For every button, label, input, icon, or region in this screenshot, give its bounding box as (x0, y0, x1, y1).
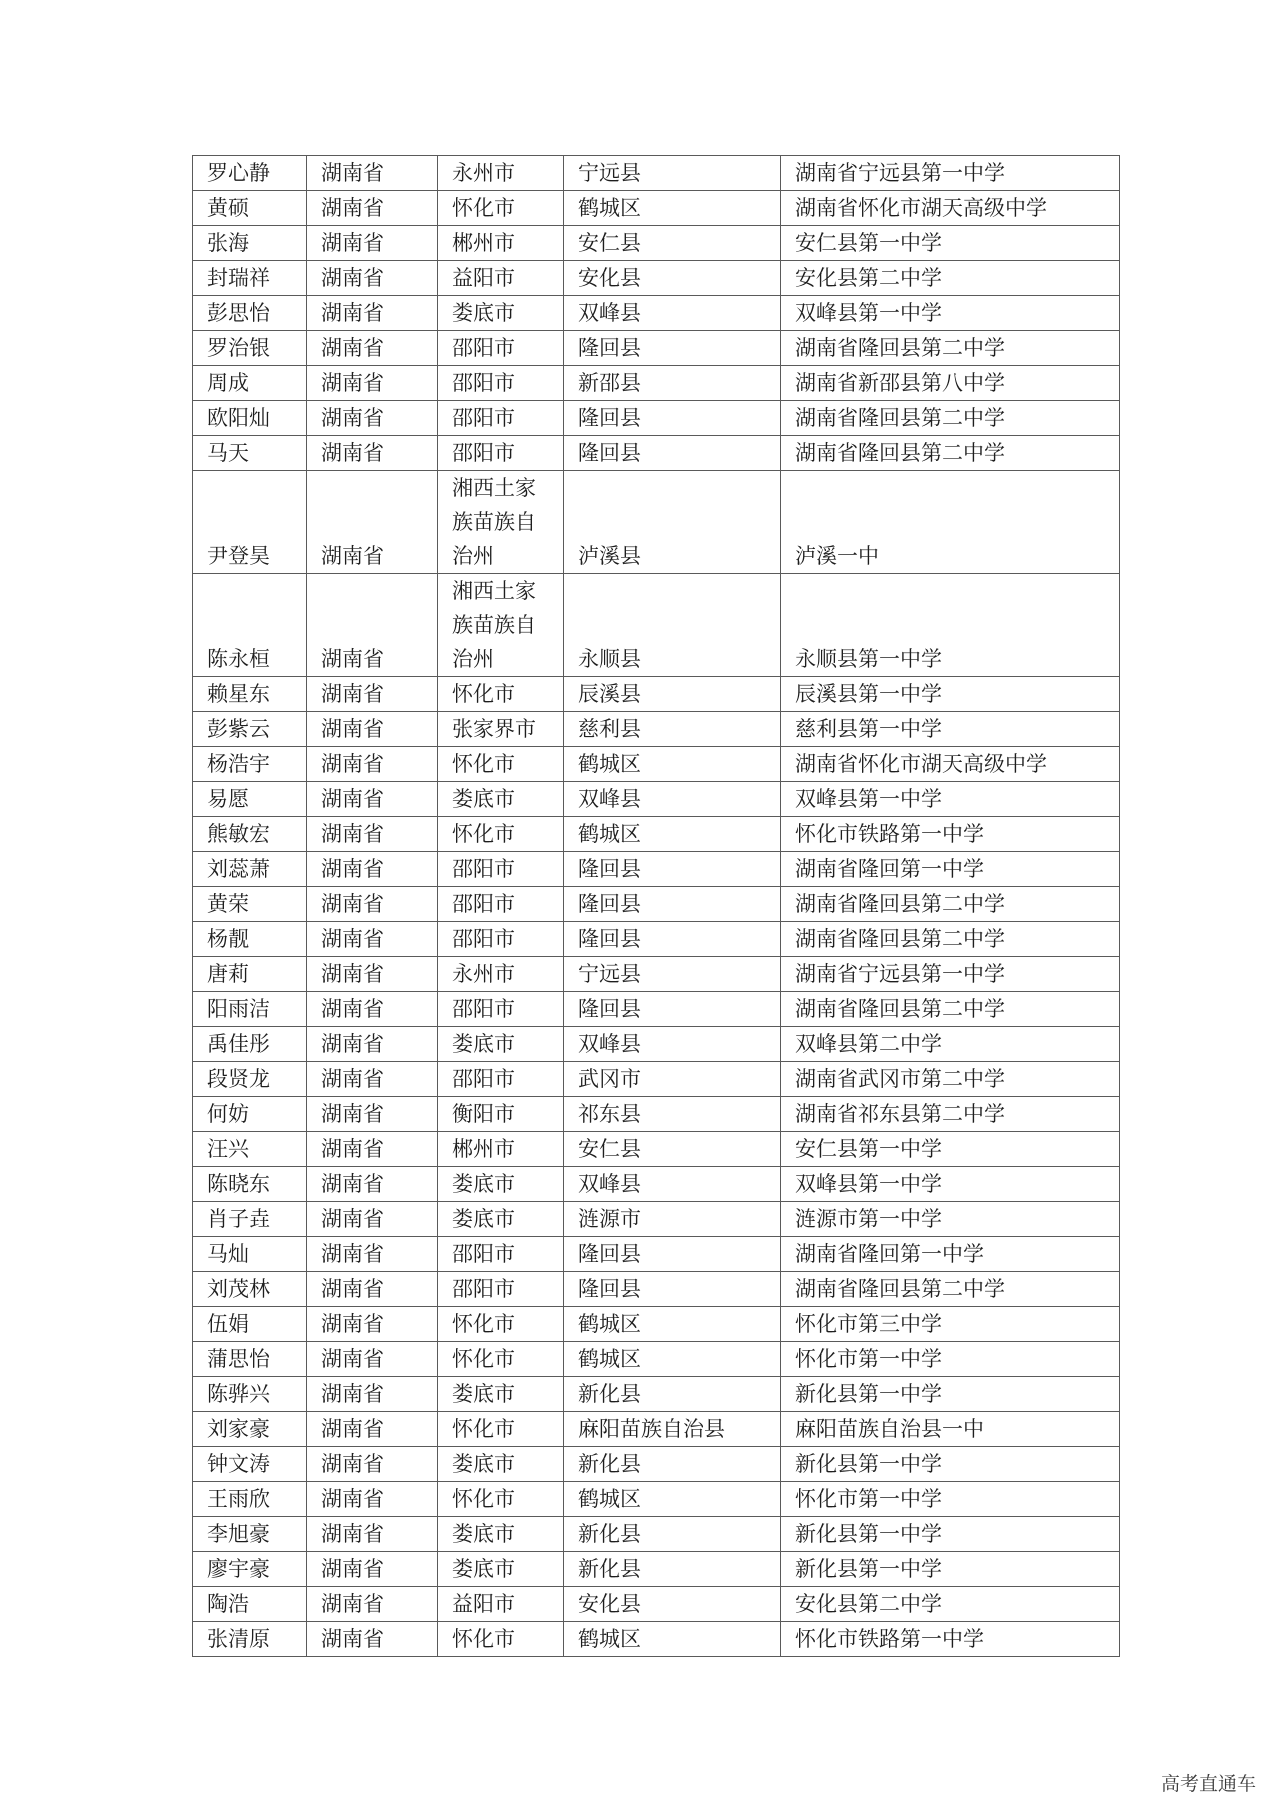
city-cell: 怀化市 (438, 1482, 564, 1517)
city-cell: 邵阳市 (438, 436, 564, 471)
table-row (193, 366, 1120, 401)
student-name-cell: 阳雨洁 (193, 992, 307, 1027)
county-cell: 隆回县 (564, 852, 781, 887)
province-cell: 湖南省 (307, 296, 438, 331)
city-cell: 邵阳市 (438, 331, 564, 366)
city-cell: 郴州市 (438, 226, 564, 261)
table-row (193, 436, 1120, 471)
table-row (193, 471, 1120, 574)
province-cell: 湖南省 (307, 1062, 438, 1097)
city-cell: 郴州市 (438, 1132, 564, 1167)
county-cell: 泸溪县 (564, 471, 781, 574)
student-name-cell: 刘家豪 (193, 1412, 307, 1447)
student-name-cell: 汪兴 (193, 1132, 307, 1167)
county-cell: 安化县 (564, 261, 781, 296)
city-cell: 娄底市 (438, 1552, 564, 1587)
county-cell: 鹤城区 (564, 747, 781, 782)
city-cell: 永州市 (438, 156, 564, 191)
school-cell: 双峰县第一中学 (781, 1167, 1120, 1202)
school-cell: 湖南省怀化市湖天高级中学 (781, 747, 1120, 782)
province-cell: 湖南省 (307, 1587, 438, 1622)
school-cell: 双峰县第二中学 (781, 1027, 1120, 1062)
school-cell: 辰溪县第一中学 (781, 677, 1120, 712)
table-row (193, 1587, 1120, 1622)
table-row (193, 1342, 1120, 1377)
table-row (193, 156, 1120, 191)
table-row (193, 1482, 1120, 1517)
school-cell: 涟源市第一中学 (781, 1202, 1120, 1237)
table-row (193, 712, 1120, 747)
province-cell: 湖南省 (307, 712, 438, 747)
table-row (193, 191, 1120, 226)
county-cell: 隆回县 (564, 992, 781, 1027)
school-cell: 怀化市铁路第一中学 (781, 817, 1120, 852)
student-name-cell: 张海 (193, 226, 307, 261)
province-cell: 湖南省 (307, 226, 438, 261)
city-cell: 怀化市 (438, 747, 564, 782)
province-cell: 湖南省 (307, 471, 438, 574)
school-cell: 湖南省祁东县第二中学 (781, 1097, 1120, 1132)
table-row (193, 852, 1120, 887)
province-cell: 湖南省 (307, 887, 438, 922)
county-cell: 武冈市 (564, 1062, 781, 1097)
county-cell: 双峰县 (564, 1027, 781, 1062)
city-cell: 邵阳市 (438, 1237, 564, 1272)
city-cell: 邵阳市 (438, 1062, 564, 1097)
student-name-cell: 王雨欣 (193, 1482, 307, 1517)
county-cell: 安仁县 (564, 1132, 781, 1167)
student-name-cell: 熊敏宏 (193, 817, 307, 852)
city-cell: 怀化市 (438, 677, 564, 712)
county-cell: 鹤城区 (564, 817, 781, 852)
county-cell: 新化县 (564, 1377, 781, 1412)
county-cell: 安仁县 (564, 226, 781, 261)
county-cell: 永顺县 (564, 574, 781, 677)
province-cell: 湖南省 (307, 366, 438, 401)
school-cell: 湖南省武冈市第二中学 (781, 1062, 1120, 1097)
school-cell: 湖南省宁远县第一中学 (781, 957, 1120, 992)
student-name-cell: 马灿 (193, 1237, 307, 1272)
school-cell: 安仁县第一中学 (781, 226, 1120, 261)
school-cell: 湖南省怀化市湖天高级中学 (781, 191, 1120, 226)
school-cell: 安化县第二中学 (781, 261, 1120, 296)
table-row (193, 1062, 1120, 1097)
province-cell: 湖南省 (307, 1377, 438, 1412)
province-cell: 湖南省 (307, 1447, 438, 1482)
city-cell: 益阳市 (438, 1587, 564, 1622)
student-name-cell: 段贤龙 (193, 1062, 307, 1097)
table-row (193, 1132, 1120, 1167)
school-cell: 新化县第一中学 (781, 1377, 1120, 1412)
student-name-cell: 罗心静 (193, 156, 307, 191)
table-row (193, 1412, 1120, 1447)
province-cell: 湖南省 (307, 1412, 438, 1447)
city-cell: 邵阳市 (438, 992, 564, 1027)
county-cell: 涟源市 (564, 1202, 781, 1237)
school-cell: 安仁县第一中学 (781, 1132, 1120, 1167)
school-cell: 湖南省隆回县第二中学 (781, 992, 1120, 1027)
student-name-cell: 黄荣 (193, 887, 307, 922)
school-cell: 麻阳苗族自治县一中 (781, 1412, 1120, 1447)
county-cell: 隆回县 (564, 331, 781, 366)
school-cell: 新化县第一中学 (781, 1447, 1120, 1482)
county-cell: 宁远县 (564, 156, 781, 191)
county-cell: 辰溪县 (564, 677, 781, 712)
province-cell: 湖南省 (307, 782, 438, 817)
student-name-cell: 黄硕 (193, 191, 307, 226)
province-cell: 湖南省 (307, 1552, 438, 1587)
province-cell: 湖南省 (307, 1202, 438, 1237)
student-name-cell: 封瑞祥 (193, 261, 307, 296)
county-cell: 鹤城区 (564, 1622, 781, 1657)
table-row (193, 1237, 1120, 1272)
school-cell: 怀化市第一中学 (781, 1482, 1120, 1517)
city-cell (438, 574, 564, 677)
province-cell: 湖南省 (307, 1097, 438, 1132)
county-cell: 双峰县 (564, 1167, 781, 1202)
city-cell: 娄底市 (438, 1517, 564, 1552)
city-cell (438, 471, 564, 574)
province-cell: 湖南省 (307, 1237, 438, 1272)
school-cell: 湖南省隆回县第二中学 (781, 887, 1120, 922)
school-cell: 湖南省隆回县第二中学 (781, 922, 1120, 957)
city-cell: 娄底市 (438, 1377, 564, 1412)
city-cell: 永州市 (438, 957, 564, 992)
student-name-cell: 蒲思怡 (193, 1342, 307, 1377)
student-name-cell: 刘茂林 (193, 1272, 307, 1307)
school-cell: 新化县第一中学 (781, 1552, 1120, 1587)
county-cell: 隆回县 (564, 436, 781, 471)
county-cell: 新化县 (564, 1447, 781, 1482)
city-cell: 娄底市 (438, 1202, 564, 1237)
table-row (193, 747, 1120, 782)
province-cell: 湖南省 (307, 922, 438, 957)
student-name-cell: 陈晓东 (193, 1167, 307, 1202)
city-cell: 怀化市 (438, 1412, 564, 1447)
city-cell: 怀化市 (438, 191, 564, 226)
city-cell-text: 湘西土家族苗族自治州 (452, 579, 536, 671)
table-row (193, 1097, 1120, 1132)
table-row (193, 887, 1120, 922)
table-row (193, 331, 1120, 366)
table-row (193, 957, 1120, 992)
school-cell: 湖南省隆回县第二中学 (781, 331, 1120, 366)
table-row (193, 1552, 1120, 1587)
school-cell: 泸溪一中 (781, 471, 1120, 574)
table-row (193, 1447, 1120, 1482)
table-row (193, 1202, 1120, 1237)
table-row (193, 922, 1120, 957)
student-name-cell: 何妨 (193, 1097, 307, 1132)
province-cell: 湖南省 (307, 1342, 438, 1377)
table-row (193, 1622, 1120, 1657)
student-name-cell: 陈骅兴 (193, 1377, 307, 1412)
city-cell: 张家界市 (438, 712, 564, 747)
province-cell: 湖南省 (307, 1307, 438, 1342)
county-cell: 安化县 (564, 1587, 781, 1622)
school-cell: 双峰县第一中学 (781, 296, 1120, 331)
city-cell: 娄底市 (438, 1167, 564, 1202)
city-cell: 怀化市 (438, 1307, 564, 1342)
county-cell: 隆回县 (564, 401, 781, 436)
student-name-cell: 欧阳灿 (193, 401, 307, 436)
county-cell: 麻阳苗族自治县 (564, 1412, 781, 1447)
city-cell: 娄底市 (438, 782, 564, 817)
province-cell: 湖南省 (307, 992, 438, 1027)
city-cell: 邵阳市 (438, 1272, 564, 1307)
table-row (193, 226, 1120, 261)
table-row (193, 1272, 1120, 1307)
county-cell: 新化县 (564, 1552, 781, 1587)
province-cell: 湖南省 (307, 852, 438, 887)
county-cell: 隆回县 (564, 1272, 781, 1307)
table-row (193, 817, 1120, 852)
province-cell: 湖南省 (307, 1482, 438, 1517)
city-cell: 娄底市 (438, 296, 564, 331)
city-cell: 娄底市 (438, 1027, 564, 1062)
province-cell: 湖南省 (307, 401, 438, 436)
student-name-cell: 杨浩宇 (193, 747, 307, 782)
province-cell: 湖南省 (307, 817, 438, 852)
school-cell: 安化县第二中学 (781, 1587, 1120, 1622)
city-cell: 邵阳市 (438, 922, 564, 957)
watermark-text: 高考直通车 (1160, 1773, 1256, 1795)
province-cell: 湖南省 (307, 1622, 438, 1657)
table-row (193, 296, 1120, 331)
student-name-cell: 唐莉 (193, 957, 307, 992)
province-cell: 湖南省 (307, 747, 438, 782)
student-name-cell: 刘蕊萧 (193, 852, 307, 887)
school-cell: 湖南省隆回第一中学 (781, 1237, 1120, 1272)
city-cell: 怀化市 (438, 1342, 564, 1377)
province-cell: 湖南省 (307, 957, 438, 992)
student-name-cell: 易愿 (193, 782, 307, 817)
table-row (193, 401, 1120, 436)
student-name-cell: 钟文涛 (193, 1447, 307, 1482)
province-cell: 湖南省 (307, 1272, 438, 1307)
school-cell: 湖南省隆回县第二中学 (781, 1272, 1120, 1307)
province-cell: 湖南省 (307, 1132, 438, 1167)
county-cell: 双峰县 (564, 782, 781, 817)
school-cell: 怀化市铁路第一中学 (781, 1622, 1120, 1657)
school-cell: 湖南省隆回第一中学 (781, 852, 1120, 887)
county-cell: 鹤城区 (564, 1307, 781, 1342)
county-cell: 新化县 (564, 1517, 781, 1552)
table-row (193, 677, 1120, 712)
province-cell: 湖南省 (307, 1027, 438, 1062)
student-name-cell: 肖子垚 (193, 1202, 307, 1237)
county-cell: 双峰县 (564, 296, 781, 331)
roster-body (193, 156, 1120, 1657)
county-cell: 隆回县 (564, 922, 781, 957)
city-cell: 怀化市 (438, 817, 564, 852)
table-row (193, 261, 1120, 296)
province-cell: 湖南省 (307, 574, 438, 677)
student-name-cell: 杨靓 (193, 922, 307, 957)
school-cell: 新化县第一中学 (781, 1517, 1120, 1552)
county-cell: 隆回县 (564, 1237, 781, 1272)
student-name-cell: 陶浩 (193, 1587, 307, 1622)
student-name-cell: 罗治银 (193, 331, 307, 366)
province-cell: 湖南省 (307, 1517, 438, 1552)
school-cell: 湖南省隆回县第二中学 (781, 436, 1120, 471)
student-name-cell: 马天 (193, 436, 307, 471)
city-cell: 衡阳市 (438, 1097, 564, 1132)
school-cell: 双峰县第一中学 (781, 782, 1120, 817)
table-row (193, 1377, 1120, 1412)
student-name-cell: 廖宇豪 (193, 1552, 307, 1587)
county-cell: 鹤城区 (564, 1342, 781, 1377)
city-cell: 邵阳市 (438, 887, 564, 922)
student-roster-table (192, 155, 1120, 1657)
school-cell: 湖南省宁远县第一中学 (781, 156, 1120, 191)
student-name-cell: 赖星东 (193, 677, 307, 712)
table-row (193, 782, 1120, 817)
school-cell: 怀化市第一中学 (781, 1342, 1120, 1377)
province-cell: 湖南省 (307, 436, 438, 471)
table-row (193, 1307, 1120, 1342)
table-row (193, 1167, 1120, 1202)
province-cell: 湖南省 (307, 1167, 438, 1202)
county-cell: 祁东县 (564, 1097, 781, 1132)
student-name-cell: 李旭豪 (193, 1517, 307, 1552)
school-cell: 永顺县第一中学 (781, 574, 1120, 677)
county-cell: 新邵县 (564, 366, 781, 401)
table-row (193, 992, 1120, 1027)
county-cell: 鹤城区 (564, 191, 781, 226)
province-cell: 湖南省 (307, 331, 438, 366)
city-cell: 邵阳市 (438, 852, 564, 887)
table-row (193, 1517, 1120, 1552)
county-cell: 慈利县 (564, 712, 781, 747)
city-cell: 娄底市 (438, 1447, 564, 1482)
school-cell: 慈利县第一中学 (781, 712, 1120, 747)
city-cell-text: 湘西土家族苗族自治州 (452, 476, 536, 568)
table-row (193, 1027, 1120, 1062)
county-cell: 鹤城区 (564, 1482, 781, 1517)
city-cell: 怀化市 (438, 1622, 564, 1657)
student-name-cell: 尹登昊 (193, 471, 307, 574)
student-name-cell: 周成 (193, 366, 307, 401)
city-cell: 邵阳市 (438, 366, 564, 401)
table-row (193, 574, 1120, 677)
student-name-cell: 伍娟 (193, 1307, 307, 1342)
student-name-cell: 彭思怡 (193, 296, 307, 331)
school-cell: 怀化市第三中学 (781, 1307, 1120, 1342)
city-cell: 益阳市 (438, 261, 564, 296)
school-cell: 湖南省新邵县第八中学 (781, 366, 1120, 401)
student-name-cell: 张清原 (193, 1622, 307, 1657)
student-name-cell: 彭紫云 (193, 712, 307, 747)
student-name-cell: 禹佳彤 (193, 1027, 307, 1062)
county-cell: 隆回县 (564, 887, 781, 922)
county-cell: 宁远县 (564, 957, 781, 992)
province-cell: 湖南省 (307, 261, 438, 296)
province-cell: 湖南省 (307, 156, 438, 191)
province-cell: 湖南省 (307, 191, 438, 226)
city-cell: 邵阳市 (438, 401, 564, 436)
school-cell: 湖南省隆回县第二中学 (781, 401, 1120, 436)
province-cell: 湖南省 (307, 677, 438, 712)
student-name-cell: 陈永桓 (193, 574, 307, 677)
